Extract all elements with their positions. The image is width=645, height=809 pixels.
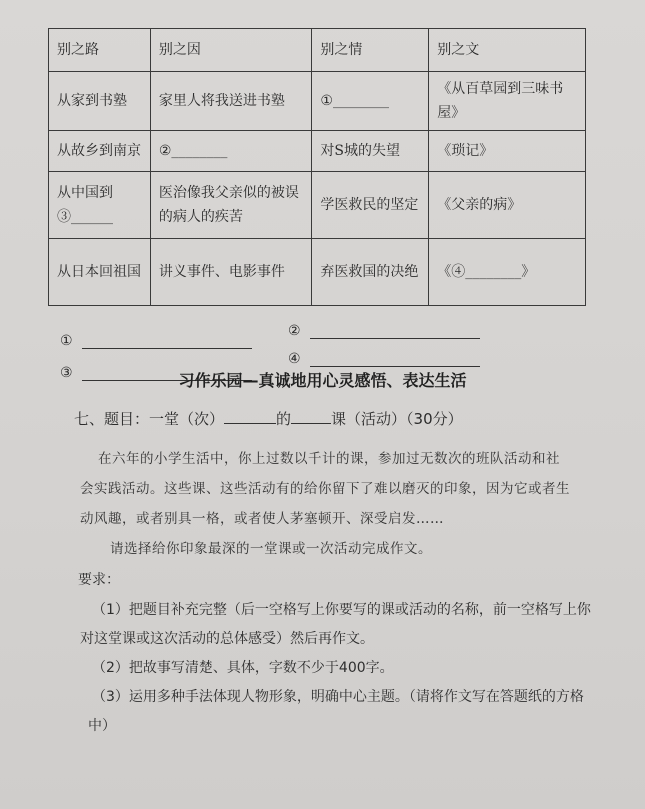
answer-label: ③ — [60, 365, 73, 381]
header-cell: 别之文 — [429, 29, 586, 72]
title-blank-feeling[interactable] — [224, 409, 276, 424]
table-cell: 《父亲的病》 — [429, 172, 586, 239]
requirement-item: （2）把故事写清楚、具体，字数不少于400字。 — [92, 660, 394, 676]
table-row — [49, 172, 586, 239]
answer-label: ④ — [288, 351, 301, 367]
prompt-line: 在六年的小学生活中，你上过数以千计的课，参加过无数次的班队活动和社 — [98, 451, 560, 467]
table-cell: 弃医救国的决绝 — [312, 239, 429, 306]
header-cell: 别之因 — [150, 29, 312, 72]
requirements-title: 要求： — [78, 572, 120, 588]
question-prefix: 七、题目：一堂（次） — [74, 410, 225, 428]
answer-label: ② — [288, 323, 301, 339]
table-cell: 《琐记》 — [429, 131, 586, 172]
table-cell: 讲义事件、电影事件 — [150, 239, 312, 306]
requirement-item: （3）运用多种手法体现人物形象，明确中心主题。（请将作文写在答题纸的方格 — [92, 689, 584, 705]
table-cell: 对S城的失望 — [312, 131, 429, 172]
prompt-line: 会实践活动。这些课、这些活动有的给你留下了难以磨灭的印象，因为它或者生 — [80, 481, 570, 497]
answer-blank[interactable] — [310, 350, 480, 367]
table-header-row — [49, 29, 586, 72]
prompt-line: 请选择给你印象最深的一堂课或一次活动完成作文。 — [110, 541, 432, 557]
table-row — [49, 239, 586, 306]
table-cell: 从家到书塾 — [49, 72, 151, 131]
table-row — [49, 131, 586, 172]
question-suffix: 课（活动）（30分） — [331, 410, 463, 428]
table-cell-blank: ②________ — [150, 131, 312, 172]
table-cell: 学医救民的坚定 — [312, 172, 429, 239]
title-blank-activity[interactable] — [291, 409, 331, 424]
table-cell: 家里人将我送进书塾 — [150, 72, 312, 131]
answer-blank[interactable] — [310, 322, 480, 339]
table-cell: 《从百草园到三味书屋》 — [429, 72, 586, 131]
table-cell-blank: 从中国到③______ — [49, 172, 151, 239]
answer-label: ① — [60, 333, 73, 349]
answer-line-1[interactable] — [60, 332, 252, 349]
prompt-line: 动风趣，或者别具一格，或者使人茅塞顿开、深受启发…… — [80, 511, 444, 527]
header-cell: 别之路 — [49, 29, 151, 72]
answer-line-4[interactable] — [288, 350, 480, 367]
table-cell: 从故乡到南京 — [49, 131, 151, 172]
table-cell: 医治像我父亲似的被误的病人的疾苦 — [150, 172, 312, 239]
question-title — [74, 408, 463, 429]
requirement-item: 对这堂课或这次活动的总体感受）然后再作文。 — [80, 631, 374, 647]
header-cell: 别之情 — [312, 29, 429, 72]
table-cell-blank: ①________ — [312, 72, 429, 131]
table-cell: 从日本回祖国 — [49, 239, 151, 306]
answer-line-2[interactable] — [288, 322, 480, 339]
table-row — [49, 72, 586, 131]
table-cell-blank: 《④________》 — [429, 239, 586, 306]
section-heading: 习作乐园—真诚地用心灵感悟、表达生活 — [178, 371, 467, 390]
summary-table — [48, 28, 586, 306]
answer-blank[interactable] — [82, 332, 252, 349]
question-mid: 的 — [276, 410, 292, 428]
requirement-item: 中） — [88, 718, 116, 734]
requirement-item: （1）把题目补充完整（后一空格写上你要写的课或活动的名称，前一空格写上你 — [92, 602, 591, 618]
